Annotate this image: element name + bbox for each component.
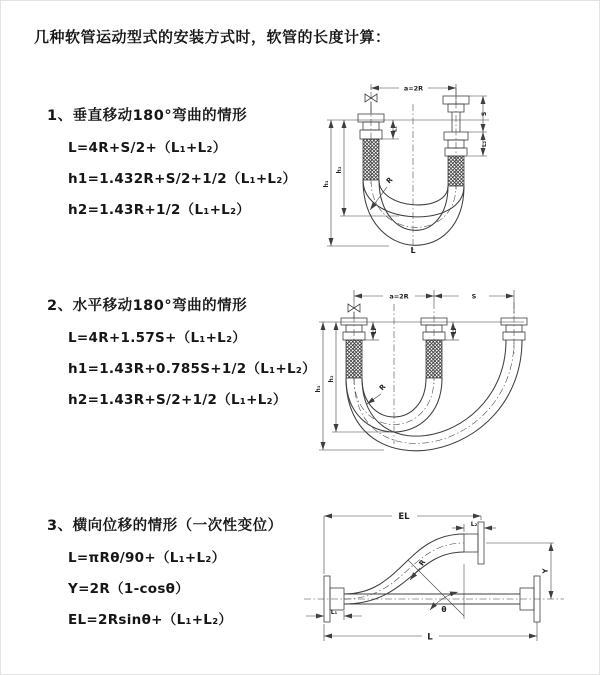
label-l2: L₂ xyxy=(470,521,478,528)
dimension-l2 xyxy=(452,521,496,532)
label-l2: L₂ xyxy=(482,141,488,147)
right-fitting xyxy=(443,88,469,192)
formula-el: EL=2Rsinθ+（L₁+L₂） xyxy=(68,612,233,628)
label-r: R xyxy=(377,382,388,393)
section-3-heading: 3、横向位移的情形（一次性变位） xyxy=(47,518,283,534)
section-lateral-offset xyxy=(47,514,283,628)
dimension-s xyxy=(468,96,488,132)
label-theta: θ xyxy=(441,605,447,614)
upper-flange xyxy=(464,522,554,564)
formula-h2: h2=1.43R+1/2（L₁+L₂） xyxy=(68,202,251,218)
label-l2: L₂ xyxy=(452,328,458,334)
formula-l: L=4R+S/2+（L₁+L₂） xyxy=(68,140,227,156)
diagram-lateral-offset xyxy=(296,504,571,649)
dimension-s xyxy=(434,293,514,301)
diagram-vertical-bend xyxy=(311,74,566,254)
label-s: S xyxy=(481,111,488,117)
label-h1: h₁ xyxy=(315,385,322,393)
page-title: 几种软管运动型式的安装方式时，软管的长度计算： xyxy=(34,28,391,46)
label-el: EL xyxy=(398,512,410,522)
formula-h1: h1=1.432R+S/2+1/2（L₁+L₂） xyxy=(68,171,297,187)
dimension-l1 xyxy=(381,120,399,139)
hose-curves xyxy=(363,180,464,245)
formula-h2: h2=1.43R+S/2+1/2（L₁+L₂） xyxy=(68,392,287,408)
label-s: S xyxy=(471,292,477,301)
label-l: L xyxy=(427,632,433,643)
formula-l: L=πRθ/90+（L₁+L₂） xyxy=(68,550,226,566)
formula-l: L=4R+1.57S+（L₁+L₂） xyxy=(68,330,247,346)
diagram-horizontal-bend xyxy=(309,284,564,456)
label-h2: h₂ xyxy=(328,375,335,383)
formula-y: Y=2R（1-cosθ） xyxy=(68,581,190,597)
dimension-l1 xyxy=(306,609,362,620)
angle-theta xyxy=(408,560,464,619)
left-fitting xyxy=(358,92,384,186)
section-horizontal-bend xyxy=(47,294,316,408)
label-a2r: a=2R xyxy=(389,292,409,301)
label-l: L xyxy=(410,246,416,254)
formula-h1: h1=1.43R+0.785S+1/2（L₁+L₂） xyxy=(68,361,316,377)
section-2-heading: 2、水平移动180°弯曲的情形 xyxy=(47,298,248,314)
dimension-l2 xyxy=(468,132,488,156)
radius-callout xyxy=(370,175,395,210)
dimension-y xyxy=(542,543,552,599)
label-a2r: a=2R xyxy=(403,84,424,93)
label-l1: L₁ xyxy=(372,328,378,334)
label-l1: L₁ xyxy=(392,126,399,132)
label-r: R xyxy=(417,558,428,568)
section-vertical-bend xyxy=(47,104,296,218)
label-y: Y xyxy=(541,568,550,574)
middle-fitting xyxy=(421,302,447,384)
label-h2: h₂ xyxy=(336,166,343,174)
label-h1: h₁ xyxy=(323,180,330,188)
section-1-heading: 1、垂直移动180°弯曲的情形 xyxy=(47,108,248,124)
label-r: R xyxy=(384,175,395,186)
dimension-l xyxy=(324,622,537,643)
dimension-el xyxy=(324,512,481,574)
label-l1: L₁ xyxy=(330,609,338,616)
radius-callout xyxy=(367,382,388,404)
